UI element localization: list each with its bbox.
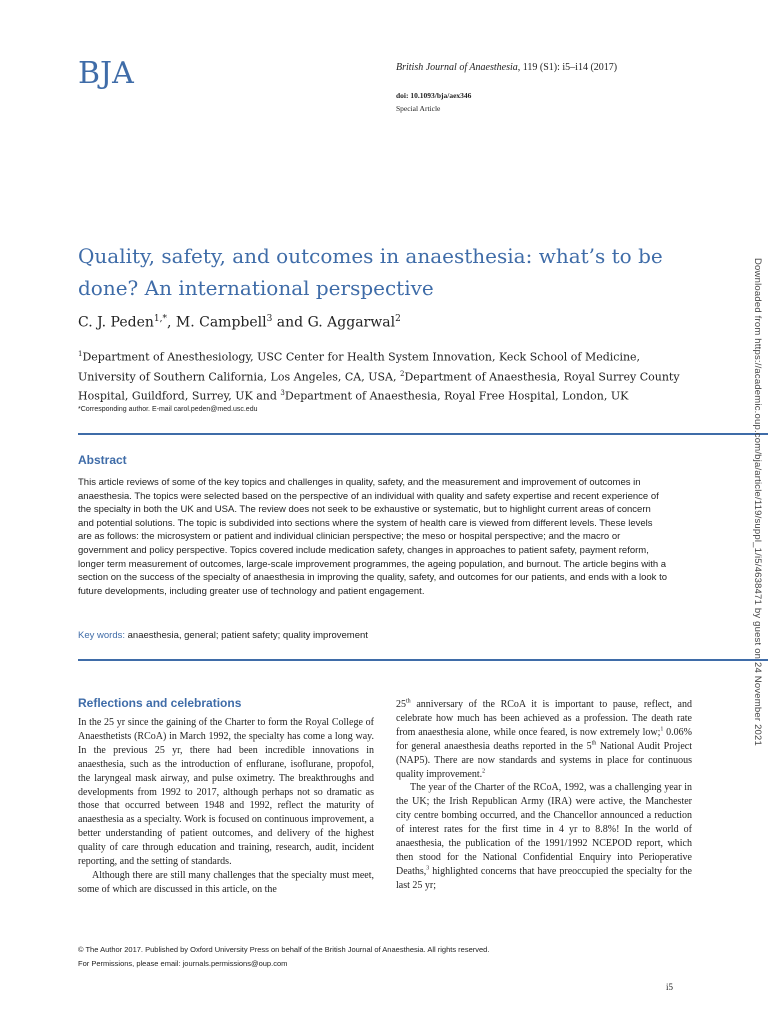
text-run: highlighted concerns that have preoccupied the specialty for the last 25 yr;	[396, 865, 692, 891]
journal-name: British Journal of Anaesthesia	[396, 62, 518, 73]
column-left	[78, 716, 374, 897]
journal-volume: , 119 (S1): i5–i14 (2017)	[517, 62, 618, 73]
paragraph	[396, 698, 692, 781]
citation-ref[interactable]: 3	[426, 865, 430, 872]
text-run: The year of the Charter of the RCoA, 1992, was a challenging year in the UK; the Irish Republican Army (IRA) were active, the Manchester city centre bombing occurred, and the Chancellor announced a reduction of interest rates for the first time in 4 yr to 8.8%! In the world of anaesthesia, the publication of the 1991/1992 NCEPOD report, which then stood for the National Confidential Enquiry into Perioperative Deaths,	[396, 782, 692, 877]
page-number: i5	[666, 982, 674, 992]
column-right	[396, 698, 692, 893]
citation-ref[interactable]: 2	[482, 768, 486, 775]
text-run: National Audit Project (NAP5). There are now standards and systems in place for continuous quality improvement.	[396, 740, 692, 780]
author-name[interactable]: C. J. Peden	[78, 314, 154, 331]
divider-top	[78, 433, 768, 435]
footer	[78, 943, 489, 971]
author-affil-marker: 2	[395, 314, 401, 324]
author-separator: ,	[166, 314, 176, 331]
text-run: anniversary of the RCoA it is important to pause, reflect, and celebrate how much has been achieved as a profession. The death rate from anaesthesia alone, while once feared, is now extremely low;	[396, 699, 692, 738]
journal-citation	[396, 62, 617, 73]
author-affil-marker: 1,*	[153, 314, 167, 324]
superscript: th	[406, 698, 411, 705]
abstract-heading: Abstract	[78, 453, 127, 467]
abstract-text: This article reviews of some of the key topics and challenges in quality, safety, and the measurement and improvement of outcomes in anaesthesia. The topics were selected based on the perspective of an individual with quality and safety expertise and recent experience of the specialty in both the UK and USA. The review does not seek to be exhaustive or systematic, but to highlight current areas of concern and potential solutions. The topic is subdivided into sections where the system of health care is viewed from different levels. These levels are as follows: the microsystem or patient and individual clinician perspective; the meso or hospital perspective; and the macro or government and policy perspective. Topics covered include medication safety, changes in approaches to patient safety, payment reform, longer term measurement of outcomes, large-scale improvement programmes, the ageing population, and burnout. The article begins with a section on the success of the specialty of anaesthesia in improving the quality, safety, and outcomes for our patients, and ends with a look to future developments, including greater use of technology and patient engagement.	[78, 477, 667, 597]
affil-marker: 3	[280, 389, 285, 398]
affil-marker: 2	[399, 369, 405, 378]
keywords	[78, 630, 368, 641]
affiliation: Department of Anaesthesia, Royal Free Hospital, London, UK	[284, 389, 629, 403]
superscript: th	[591, 740, 597, 747]
article-title: Quality, safety, and outcomes in anaesthesia: what’s to be done? An international perspective	[78, 244, 663, 300]
download-watermark: Downloaded from https://academic.oup.com/bja/article/119/suppl_1/i5/4638471 by guest on 24 November 2021	[752, 258, 763, 746]
author-affil-marker: 3	[266, 314, 273, 324]
author-name[interactable]: G. Aggarwal	[307, 314, 396, 331]
text-run: 0.06% for general anaesthesia deaths reported in the 5	[396, 726, 692, 752]
divider-bottom	[78, 659, 768, 661]
affiliation: Department of Anesthesiology, USC Center for Health System Innovation, Keck School of Medicine, University of Southern California, Los Angeles, CA, USA,	[78, 350, 641, 384]
corresponding-author: *Corresponding author. E-mail carol.peden@med.usc.edu	[78, 406, 258, 413]
article-type: Special Article	[396, 104, 441, 113]
permissions-notice[interactable]: For Permissions, please email: journals.permissions@oup.com	[78, 959, 288, 968]
keywords-label: Key words:	[78, 630, 125, 641]
affil-marker: 1	[78, 350, 83, 358]
author-separator: and	[272, 314, 308, 331]
affiliations	[78, 346, 698, 405]
keywords-list: anaesthesia, general; patient safety; quality improvement	[125, 630, 368, 641]
author-list	[78, 314, 401, 331]
journal-logo: BJA	[78, 56, 134, 91]
paragraph: Although there are still many challenges that the specialty must meet, some of which are discussed in this article, on the	[78, 869, 374, 895]
paragraph	[396, 781, 692, 892]
author-name[interactable]: M. Campbell	[175, 314, 267, 331]
paragraph: In the 25 yr since the gaining of the Charter to form the Royal College of Anaesthetists (RCoA) in March 1992, the specialty has come a long way. In the previous 25 yr, there had been incredible innovations in anaesthesia, such as the introduction of enflurane, isoflurane, propofol, the laryngeal mask airway, and pulse oximetry. The breakthroughs and developments from 1992 to 2017, although perhaps not so dramatic as those that occurred between 1948 and 1992, reflect the maturity of anaesthesia as a specialty. Work is focused on continuous improvement, a better understanding of patient outcomes, and delivery of the highest quality of care through education and training, research, audit, incident reporting, and the setting of standards.	[78, 717, 374, 868]
text-run: 25	[396, 699, 406, 710]
affiliation: Department of Anaesthesia, Royal Surrey County Hospital, Guildford, Surrey, UK and	[78, 370, 680, 403]
citation-ref[interactable]: 1	[660, 726, 664, 733]
copyright-notice: © The Author 2017. Published by Oxford University Press on behalf of the British Journal of Anaesthesia. All rights reserved.	[78, 945, 490, 954]
section-heading: Reflections and celebrations	[78, 696, 242, 710]
doi-link[interactable]: doi: 10.1093/bja/aex346	[396, 91, 472, 100]
